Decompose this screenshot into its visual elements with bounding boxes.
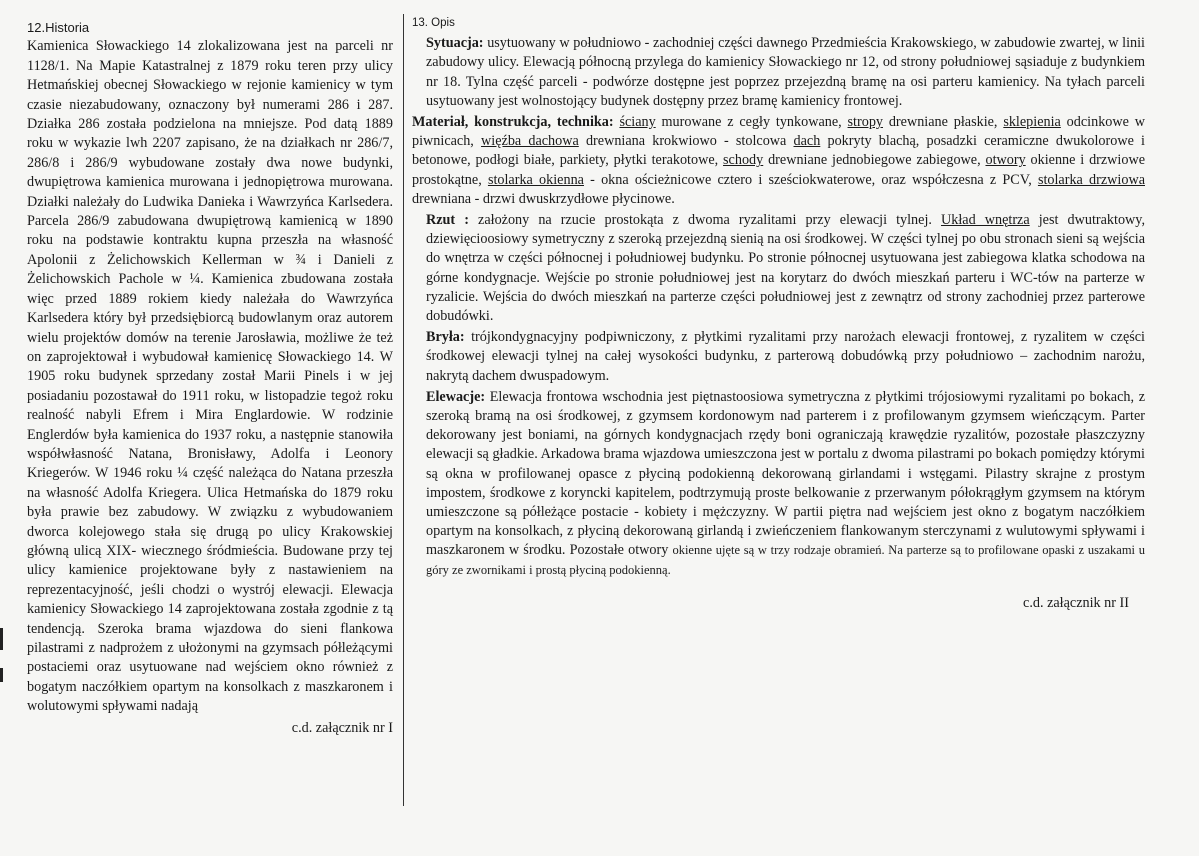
material-text-8: - okna ościeżnicowe cztero i sześciokwaterowe, oraz współczesna z PCV, [583, 171, 1038, 188]
situation-text: usytuowany w południowo - zachodniej części dawnego Przedmieścia Krakowskiego, w zabudowie zwartej, w linii zabudowy ulicy. Elewacją północną przylega do kamienicy Słowackiego nr 12, od strony południowej sąsiaduje z budynkiem nr 18. Tylna część parceli - podwórze dostępne jest poprzez przejezdną bramę na osi parteru kamienicy. Na tyłach parceli usytuowany jest wolnostojący budynek dostępny przez bramę kamienicy frontowej. [426, 35, 1145, 109]
term-window-joinery: stolarka okienna [487, 171, 584, 188]
scan-edge-mark [0, 668, 3, 682]
elevations-text-continued: okienne ujęte są w trzy rodzaje obramień. Na parterze są to profilowane opaski z uszakami u góry ze zwornikami i prostą płyciną podokienną. [426, 543, 1145, 577]
elevations-paragraph [412, 388, 1145, 580]
massing-text: trójkondygnacyjny podpiwniczony, z płytkimi ryzalitami przy narożach elewacji frontowej, z ryzalitem w części środkowej elewacji tylnej na całej wysokości budynku, z parterową dobudówką przy południowo – zachodnim narożu, nakrytą dachem dwuspadowym. [426, 329, 1145, 384]
plan-paragraph [412, 211, 1145, 326]
description-column [412, 14, 1145, 613]
plan-text-2: jest dwutraktowy, dziewięcioosiowy symetryczny z szeroką przejezdną sienią na osi środkowej. W części tylnej po obu stronach sieni są wejścia do wnętrza w części północnej i południowej budynku. Po stronie północnej usytuowana jest zabiegowa klatka schodowa na górne kondygnacje. Wejście po stronie południowej jest na korytarz do dwóch mieszkań parteru i WC-tów na parterze w ryzalicie. Wejścia do dwóch mieszkań na parterze części południowej jest z zewnątrz od strony zachodniej przez parterowe dobudówki. [426, 212, 1146, 325]
term-openings: otwory [985, 152, 1026, 169]
elevations-label: Elewacje: [426, 388, 486, 405]
material-paragraph [412, 113, 1145, 209]
material-text-4: drewniana krokwiowo - stolcowa [578, 133, 794, 150]
material-text-1: murowane z cegły tynkowane, [655, 114, 848, 131]
history-heading: 12.Historia [27, 20, 90, 35]
term-walls: ściany [619, 114, 656, 131]
material-text-6: drewniane jednobiegowe zabiegowe, [763, 152, 986, 169]
material-text-2: drewniane płaskie, [883, 114, 1004, 131]
term-door-joinery: stolarka drzwiowa [1037, 171, 1145, 188]
massing-label: Bryła: [426, 329, 465, 346]
term-stairs: schody [723, 152, 764, 169]
situation-label: Sytuacja: [426, 35, 484, 52]
plan-text-1: założony na rzucie prostokąta z dwoma ryzalitami przy elewacji tylnej. [468, 212, 942, 229]
elevations-text: Elewacja frontowa wschodnia jest piętnastoosiowa symetryczna z płytkimi trójosiowymi ryzalitami po bokach, z szeroką bramą na osi środkowej, z gzymsem kordonowym nad parterem i z profilowanym gzymsem wieńczącym. Parter dekorowany jest boniami, na górnych kondygnacjach rzędy boni ograniczają krawędzie ryzalitów, pozostałe płaszczyzny elewacji są gładkie. Arkadowa brama wjazdowa umieszczona jest w portalu z dwoma pilastrami po bokach pomiędzy którymi są okna w profilowanej opasce z płyciną podokienną dekorowaną girlandami i wstęgami. Pilastry skrajne z prostym impostem, środkowe z koryncki kapitelem, podtrzymują proste belkowanie z przerwanym półokrągłym gzymsem na którym umieszczone są półleżące postacie - kobiety i mężczyzny. W partii piętra nad wejściem jest okno z bogatym naczółkiem opartym na konsolkach, z płyciną dekorowaną girlandą i zwieńczeniem flankowanym sterczynami z wulutowymi spływami i maszkaronem w środku. Pozostałe otwory [426, 388, 1145, 559]
term-vaults: sklepienia [1003, 114, 1061, 131]
material-text-3: odcinkowe w piwnicach, [412, 114, 1145, 150]
material-text-9: drewniana - drzwi dwuskrzydłowe płycinowe. [412, 190, 675, 207]
description-continuation-note: c.d. załącznik nr II [1023, 594, 1129, 611]
column-divider [403, 14, 404, 806]
situation-paragraph [412, 34, 1145, 111]
history-continuation-note: c.d. załącznik nr I [291, 719, 393, 736]
history-text: Kamienica Słowackiego 14 zlokalizowana jest na parceli nr 1128/1. Na Mapie Katastralnej z 1879 roku teren przy ulicy Hetmańskiej obecnej Słowackiego w rejonie kamienicy w tym czasie niezabudowany, oznaczony był numerami 286 i 287. Działka 286 została podzielona na mniejsze. Pod datą 1889 roku w wykazie lwh 2207 zapisano, że na działkach nr 286/7, 286/8 i 286/9 wybudowane zostały dwa nowe budynki, dwupiętrowa kamienica murowana i jednopiętrowa murowana. Działki należały do Ludwika Danieka i Wawrzyńca Karlsedera. Parcela 286/9 zabudowana dwupiętrową kamienicą w 1890 roku na podstawie kontraktu kupna przeszła na własność Apolonii z Żelichowskich Kellerman w ¾ i Danieli z Żelichowskich Pachole w ¼. Kamienica zbudowana została więc przed 1889 rokiem kiedy należała do Wawrzyńca Karlsedera który był przedsiębiorcą budowlanym oraz autorem wielu projektów domów na terenie Jarosławia, możliwe że też on zaprojektował i wybudował kamienicę Słowackiego 14. W 1905 roku budynek sprzedany został Marii Pinels i w jej posiadaniu pozostawał do 1911 roku, w listopadzie tegoż roku realność nabyli Efrem i Mira Englardowie. W rodzinie Englerdów była kamienica do 1937 roku, a następnie stanowiła współwłasność Natana, Bronisławy, Adolfa i Leonory Kriegerów. W 1946 roku ¼ część należąca do Natana przeszła na własność Adolfa Kriegera. Ulica Hetmańska do 1879 roku była prawie bez zabudowy. W związku z wybudowaniem dworca kolejowego stała się drugą po ulicy Krakowskiej główną ulicą XIX- wiecznego śródmieścia. Budowane przy tej ulicy kamienice projektowane były z nastawieniem na reprezentacyjność, jeśli chodzi o wystrój elewacji. Elewacja kamienicy Słowackiego 14 zaprojektowana została zgodnie z tą tendencją. Szeroka brama wjazdowa do sieni flankowa pilastrami z nadprożem z ułożonymi na gzymsach półleżącymi postaciemi oraz usytuowane nad wejściem okno również z bogatym naczółkiem opartym na konsolkach z maszkaronem i wolutowymi spływami nadają [27, 38, 393, 715]
plan-label: Rzut : [426, 212, 469, 229]
term-roof-truss: więźba dachowa [481, 133, 579, 150]
material-label: Materiał, konstrukcja, technika: [412, 114, 614, 131]
term-roof: dach [793, 133, 821, 150]
description-heading: 13. Opis [412, 17, 455, 29]
massing-paragraph [412, 328, 1145, 386]
term-interior-layout: Układ wnętrza [941, 212, 1030, 229]
material-text-7: okienne i drzwiowe prostokątne, [412, 152, 1146, 188]
history-column [27, 18, 393, 738]
scan-edge-mark [0, 628, 3, 650]
material-text-5: pokryty blachą, posadzki ceramiczne dwukolorowe i betonowe, podłogi białe, parkiety, płytki terakotowe, [412, 133, 1146, 169]
term-ceilings: stropy [847, 114, 883, 131]
